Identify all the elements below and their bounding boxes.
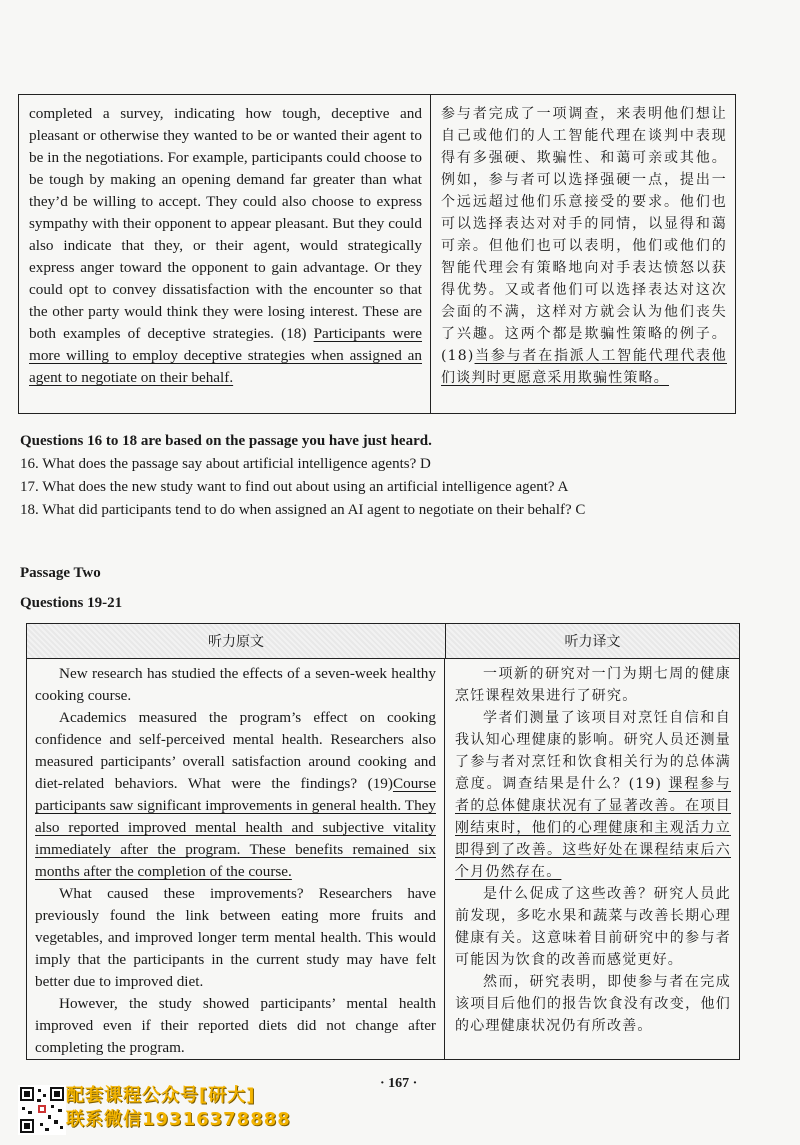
chinese-paragraph-2-text: 学者们测量了该项目对烹饪自信和自我认知心理健康的影响。研究人员还测量了参与者对烹饪和饮食相关行为的总体满意度。调查结果是什么？(19) [455, 710, 731, 792]
chinese-paragraph-2 [455, 707, 731, 883]
passage-one-english-text: completed a survey, indicating how tough, deceptive and pleasant or otherwise they wanted to be or wanted their agent to be in the negotiations. For example, participants could choose to be tough by making an opening demand far greater than what they’d be willing to accept. They could also choose to express sympathy with their opponent to appear pleasant. But they could also indicate that they, or their agent, would strategically express anger toward the opponent to gain advantage. Or they could opt to convey dissatisfaction with the encounter so that the other party would think they were losing interest. These are both examples of deceptive strategies. (18) [29, 105, 422, 342]
questions-heading: Questions 16 to 18 are based on the passage you have just heard. [20, 433, 432, 449]
table-body [27, 659, 739, 1060]
promo-text [66, 1084, 291, 1132]
chinese-paragraph-1: 一项新的研究对一门为期七周的健康烹饪课程效果进行了研究。 [455, 666, 731, 704]
table-header [27, 624, 739, 659]
question-17: 17. What does the new study want to find out about using an artificial intelligence agent? A [20, 479, 569, 495]
passage-one-table [18, 94, 736, 414]
chinese-paragraph-2-answer: 课程参与者的总体健康状况有了显著改善。在项目刚结束时，他们的心理健康和主观活力立即得到了改善。这些好处在课程结束后六个月仍然存在。 [455, 776, 731, 880]
english-paragraph-3: What caused these improvements? Researchers have previously found the link between eating more fruits and vegetables, and improved longer term mental health. This would imply that the participants in the current study may have felt better due to improved diet. [35, 885, 436, 990]
passage-one-english-answer: Participants were more willing to employ deceptive strategies when assigned an agent to negotiate on their behalf. [29, 325, 422, 386]
passage-two-chinese [445, 659, 739, 1060]
question-18: 18. What did participants tend to do when assigned an AI agent to negotiate on their behalf? C [20, 502, 586, 518]
passage-one-chinese-text: 参与者完成了一项调查，来表明他们想让自己或他们的人工智能代理在谈判中表现得有多强硬、欺骗性、和蔼可亲或其他。例如，参与者可以选择强硬一点，提出一个远远超过他们乐意接受的要求。他们也可以选择表达对对手的同情，以显得和蔼可亲。但他们也可以表明，他们或他们的智能代理会有策略地向对手表达愤怒以获得优势。又或者他们可以选择表达对这次会面的不满，这样对方就会认为他们丧失了兴趣。这两个都是欺骗性策略的例子。(18) [441, 106, 727, 364]
passage-one-chinese [431, 95, 735, 413]
question-16: 16. What does the passage say about artificial intelligence agents? D [20, 456, 431, 472]
column-header-translation: 听力译文 [564, 634, 621, 650]
qr-code-icon [18, 1085, 66, 1135]
page-number: · 167 · [380, 1076, 418, 1091]
passage-one-english [19, 95, 431, 413]
english-paragraph-2-answer: Course participants saw significant improvements in general health. They also reported improved mental health and subjective vitality immediately after the program. These benefits remained six months after the completion of the course. [35, 775, 436, 880]
english-paragraph-1: New research has studied the effects of a seven-week healthy cooking course. [35, 665, 436, 704]
passage-one-chinese-answer: 当参与者在指派人工智能代理代表他们谈判时更愿意采用欺骗性策略。 [441, 348, 727, 386]
promo-line-2: 联系微信19316378888 [66, 1109, 291, 1130]
passage-two-questions-label: Questions 19-21 [20, 595, 123, 611]
column-header-original: 听力原文 [27, 624, 446, 658]
chinese-paragraph-3: 是什么促成了这些改善？研究人员此前发现，多吃水果和蔬菜与改善长期心理健康有关。这意味着目前研究中的参与者可能因为饮食的改善而感觉更好。 [455, 886, 731, 968]
english-paragraph-2 [35, 707, 436, 883]
english-paragraph-2-text: Academics measured the program’s effect on cooking confidence and self-perceived mental health. Researchers also measured participants’ overall satisfaction around cooking and diet-related behaviors. What were the findings? (19) [35, 709, 436, 792]
promo-line-1: 配套课程公众号[研大] [66, 1085, 256, 1106]
passage-two-title: Passage Two [20, 565, 101, 581]
chinese-paragraph-4: 然而，研究表明，即使参与者在完成该项目后他们的报告饮食没有改变，他们的心理健康状况仍有所改善。 [455, 974, 731, 1034]
english-paragraph-4: However, the study showed participants’ mental health improved even if their reported diets did not change after completing the program. [35, 995, 436, 1056]
passage-two-table [26, 623, 740, 1060]
passage-two-english [27, 659, 445, 1060]
